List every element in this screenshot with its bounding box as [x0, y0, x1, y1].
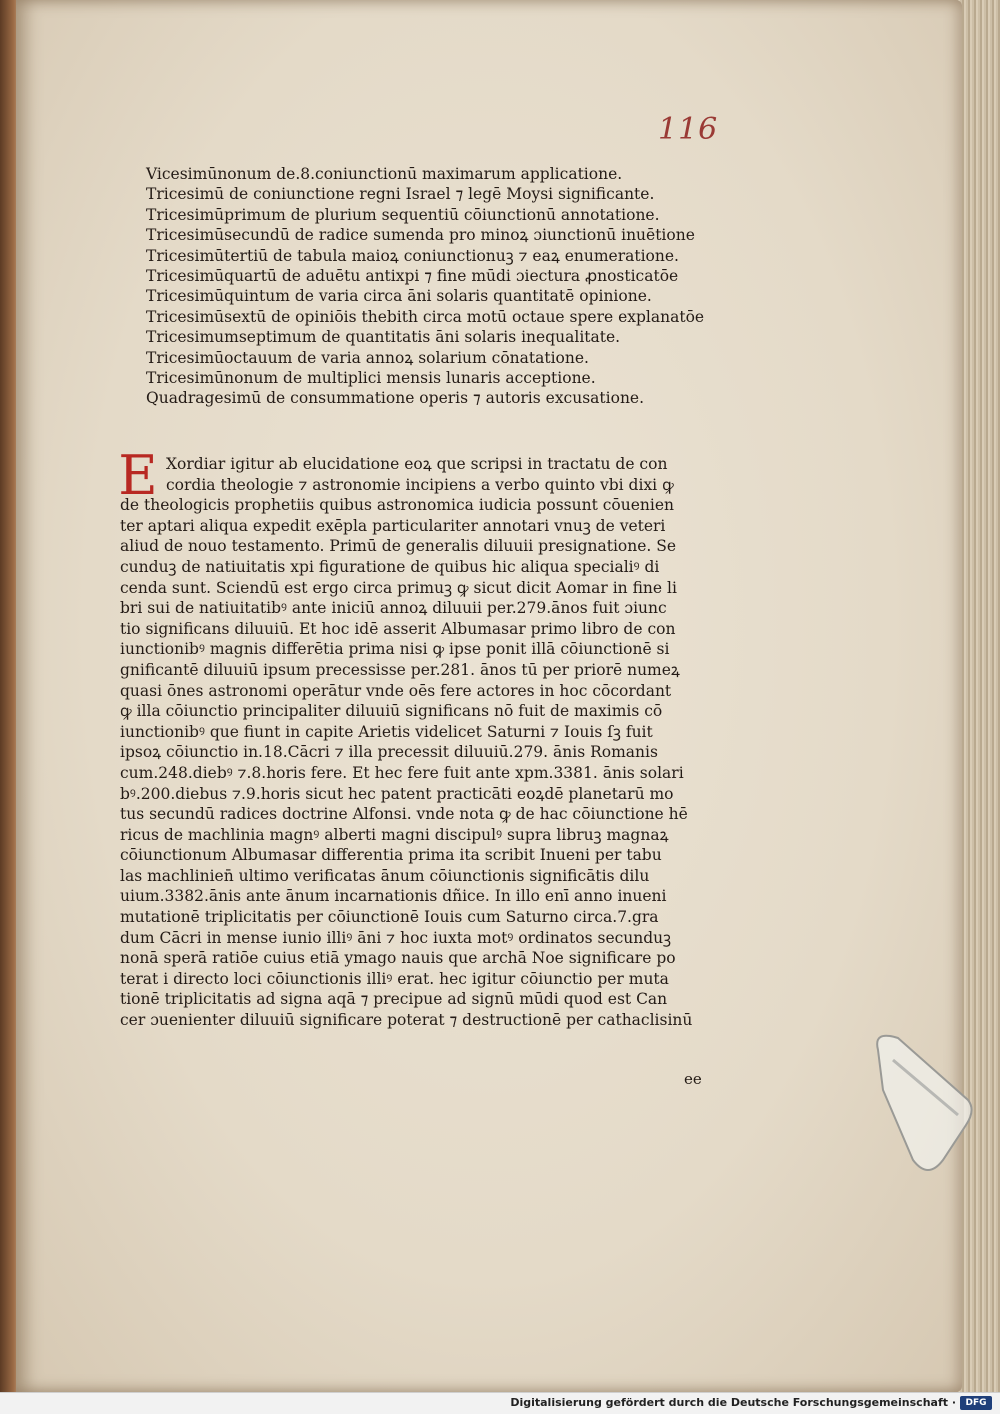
text-line: nonā sperā ratiōe cuius etiā ymago nauis que archā Noe significare po	[120, 949, 676, 968]
footer-bar	[0, 1392, 1000, 1414]
text-line: de theologicis prophetiis quibus astronomica iudicia possunt cōuenien	[120, 496, 674, 515]
chapter-line: Tricesimūoctauum de varia annoꝝ solarium cōnatatione.	[146, 348, 589, 367]
text-line: bri sui de natiuitatibꝰ ante iniciū annoꝝ diluuii per.279.ānos fuit ɔiunc	[120, 599, 667, 618]
text-line: ter aptari aliqua expedit exēpla particulariter annotari vnuꝫ de veteri	[120, 516, 666, 535]
text-line: dum Cācri in mense iunio illiꝰ āni ⁊ hoc iuxta motꝰ ordinatos secunduꝫ	[120, 928, 672, 947]
text-line: cordia theologie ⁊ astronomie incipiens a verbo quinto vbi dixi ꝙ	[166, 475, 674, 494]
text-line: ricus de machlinia magnꝰ alberti magni discipulꝰ supra libruꝫ magnaꝝ	[120, 825, 669, 844]
text-line: cōiunctionum Albumasar differentia prima ita scribit Inueni per tabu	[120, 846, 662, 865]
text-line: gnificantē diluuiū ipsum precessisse per.281. ānos tū per priorē numeꝝ	[120, 660, 680, 679]
chapter-line: Vicesimūnonum de.8.coniunctionū maximarum applicatione.	[146, 165, 623, 183]
signature-mark: ee	[684, 1070, 702, 1088]
chapter-line: Tricesimūquartū de aduētu antixpi ⁊ fine mūdi ɔiectura ꝓnosticatōe	[146, 266, 679, 285]
chapter-line: Tricesimūsecundū de radice sumenda pro minoꝝ ɔiunctionū inuētione	[146, 226, 695, 245]
chapter-line: Tricesimū de coniunctione regni Israel ⁊ legē Moysi significante.	[146, 185, 655, 204]
text-line: cum.248.diebꝰ ⁊.8.horis fere. Et hec fere fuit ante xpm.3381. ānis solari	[120, 763, 684, 782]
text-line: tio significans diluuiū. Et hoc idē asserit Albumasar primo libro de con	[120, 619, 676, 638]
text-line: quasi ōnes astronomi operātur vnde oēs fere actores in hoc cōcordant	[120, 681, 672, 700]
text-line: iunctionibꝰ que fiunt in capite Arietis videlicet Saturni ⁊ Iouis ſꝫ fuit	[120, 722, 653, 741]
funding-credit: Digitalisierung gefördert durch die Deutsche Forschungsgemeinschaft ·	[510, 1396, 956, 1409]
text-line: cer ɔuenienter diluuiū significare poterat ⁊ destructionē per cathaclisinū	[120, 1011, 693, 1030]
chapter-line: Tricesimūquintum de varia circa āni solaris quantitatē opinione.	[146, 287, 652, 306]
text-line: las machlinien̄ ultimo verificatas ānum cōiunctionis significātis dilu	[120, 866, 650, 885]
chapter-line: Tricesimūsextū de opiniōis thebith circa motū octaue spere explanatōe	[146, 307, 705, 326]
text-line: cenda sunt. Sciendū est ergo circa primuꝫ ꝙ sicut dicit Aomar in fine li	[120, 578, 677, 597]
text-line: terat i directo loci cōiunctionis illiꝰ erat. hec igitur cōiunctio per muta	[120, 969, 669, 988]
text-line: cunduꝫ de natiuitatis xpi figuratione de quibus hic aliqua specialiꝰ di	[120, 557, 660, 576]
text-line: mutationē triplicitatis per cōiunctionē Iouis cum Saturno circa.7.gra	[120, 908, 659, 927]
page-clip-icon	[868, 1030, 976, 1180]
body-paragraph	[120, 454, 720, 1031]
chapter-line: Tricesimūnonum de multiplici mensis lunaris acceptione.	[146, 368, 596, 387]
folio-number: 116	[658, 112, 719, 147]
text-line: ꝙ illa cōiunctio principaliter diluuiū significans nō fuit de maximis cō	[120, 702, 663, 721]
chapter-line: Tricesimumseptimum de quantitatis āni solaris inequalitate.	[146, 328, 621, 347]
text-line: uium.3382.ānis ante ānum incarnationis dñice. In illo enī anno inueni	[120, 887, 667, 906]
chapter-line: Tricesimūtertiū de tabula maioꝝ coniunctionuꝫ ⁊ eaꝝ enumeratione.	[146, 246, 679, 265]
text-line: iunctionibꝰ magnis differētia prima nisi ꝙ ipse ponit illā cōiunctionē si	[120, 640, 670, 659]
text-line: bꝰ.200.diebus ⁊.9.horis sicut hec patent practicāti eoꝝdē planetarū mo	[120, 784, 674, 803]
dfg-logo-icon: DFG	[960, 1396, 992, 1410]
text-line: tionē triplicitatis ad signa aqā ⁊ precipue ad signū mūdi quod est Can	[120, 990, 668, 1009]
rubricated-initial: E	[118, 444, 158, 507]
chapter-line: Quadragesimū de consummatione operis ⁊ autoris excusatione.	[146, 389, 645, 408]
chapter-list	[146, 164, 706, 409]
text-line: ipsoꝝ cōiunctio in.18.Cācri ⁊ illa precessit diluuiū.279. ānis Romanis	[120, 743, 658, 762]
chapter-line: Tricesimūprimum de plurium sequentiū cōiunctionū annotatione.	[146, 205, 660, 224]
text-line: tus secundū radices doctrine Alfonsi. vnde nota ꝙ de hac cōiunctione hē	[120, 805, 688, 824]
text-line: aliud de nouo testamento. Primū de generalis diluuii presignatione. Se	[120, 537, 677, 556]
text-line: Xordiar igitur ab elucidatione eoꝝ que scripsi in tractatu de con	[166, 455, 668, 473]
